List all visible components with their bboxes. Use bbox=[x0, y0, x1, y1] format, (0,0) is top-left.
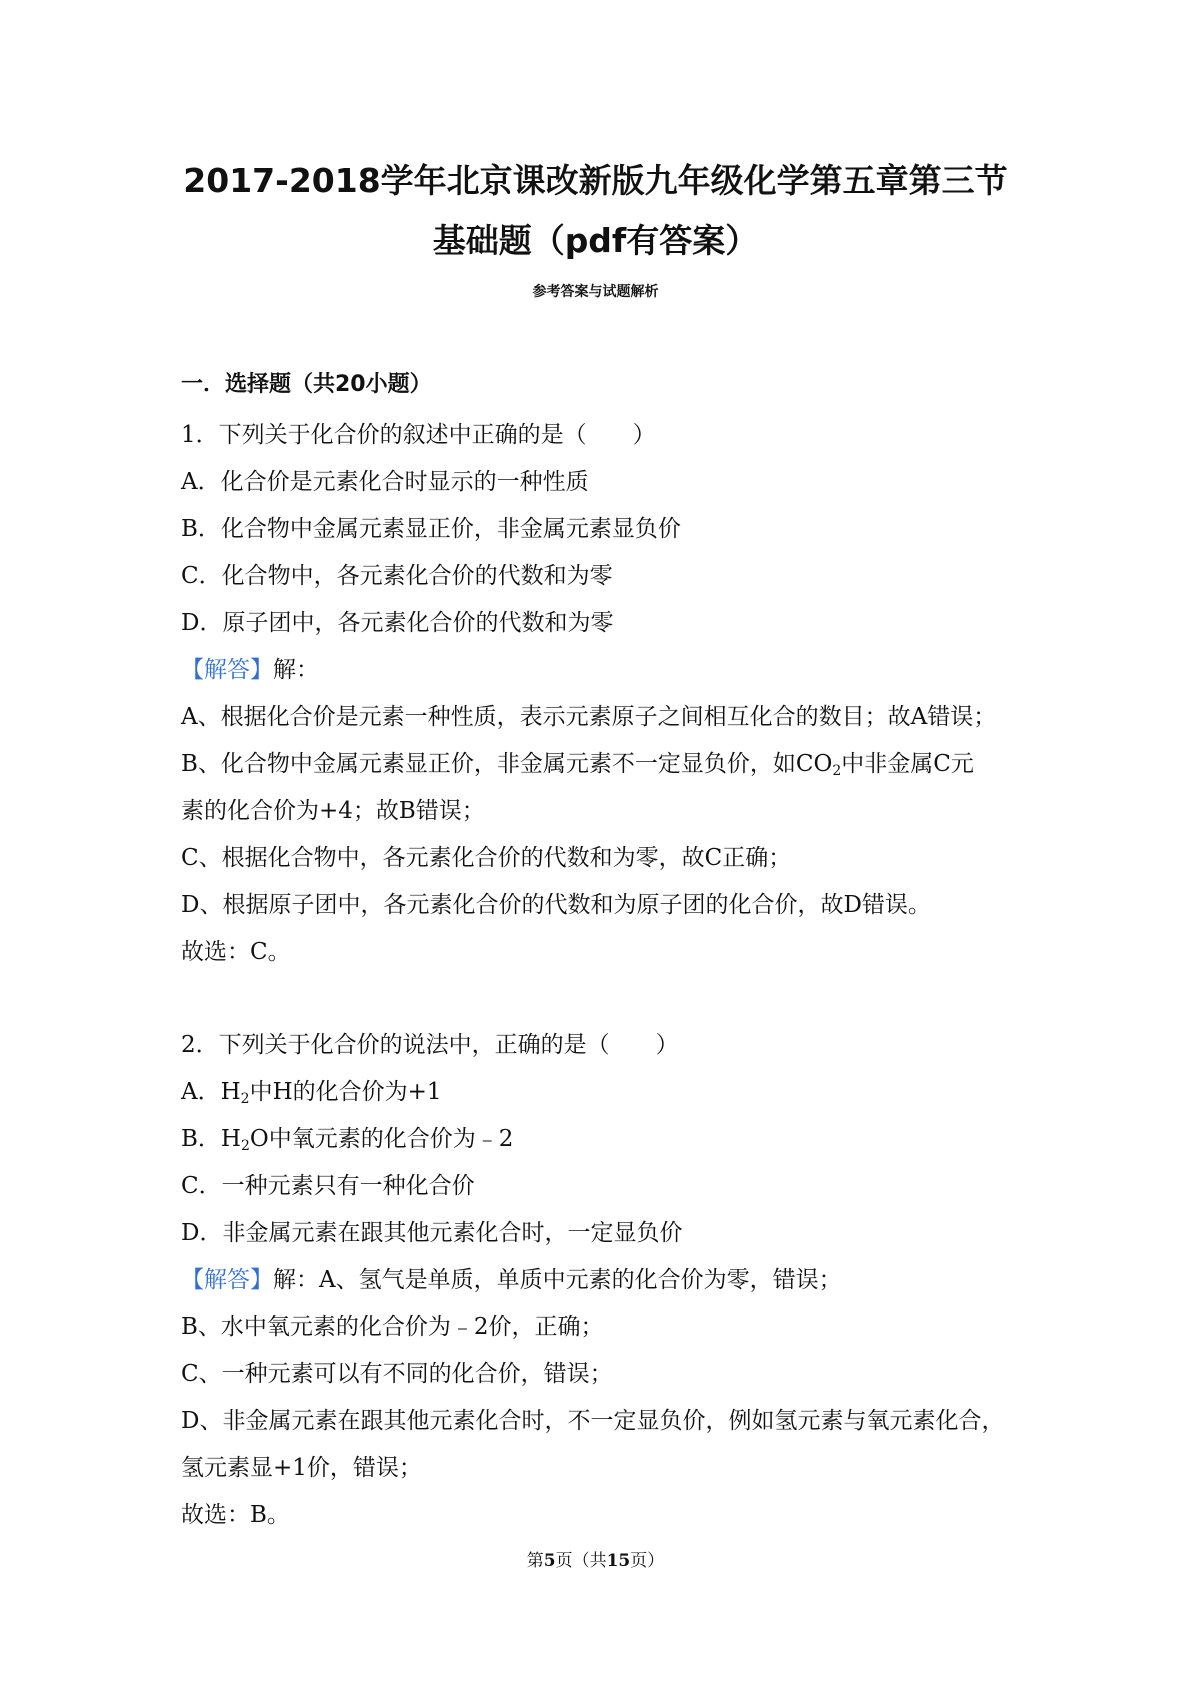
q1-answer-tag: 【解答】 bbox=[181, 657, 273, 683]
q2-option-c: C．一种元素只有一种化合价 bbox=[181, 1173, 475, 1199]
q2-option-a-text-end: 中H的化合价为+1 bbox=[249, 1079, 442, 1105]
q2-explanation-d-cont: 氢元素显+1价，错误； bbox=[181, 1455, 422, 1481]
q2-explanation-c: C、一种元素可以有不同的化合价，错误； bbox=[181, 1361, 613, 1387]
q2-option-a bbox=[181, 1077, 1041, 1107]
q1-answer-header bbox=[181, 655, 1041, 685]
q2-answer-header bbox=[181, 1265, 1041, 1295]
q1-option-a: A．化合价是元素化合时显示的一种性质 bbox=[181, 469, 589, 495]
document-subtitle: 参考答案与试题解析 bbox=[532, 284, 659, 300]
q2-explanation-d: D、非金属元素在跟其他元素化合时，不一定显负价，例如氢元素与氧元素化合， bbox=[181, 1408, 1005, 1434]
footer-page-number: 5 bbox=[543, 1551, 556, 1571]
q1-explanation-b-cont: 素的化合价为+4；故B错误； bbox=[181, 798, 485, 824]
q2-option-b-text: B．H bbox=[181, 1126, 241, 1152]
q1-explanation-b-text: B、化合物中金属元素显正价，非金属元素不一定显负价，如CO bbox=[181, 751, 833, 777]
q1-stem: 1．下列关于化合价的叙述中正确的是（ ） bbox=[181, 422, 656, 448]
q1-explanation-b-subscript: 2 bbox=[832, 763, 842, 779]
section-heading: 一．选择题（共20小题） bbox=[181, 372, 432, 397]
q2-option-a-text: A．H bbox=[181, 1079, 241, 1105]
q1-answer-intro: 解： bbox=[273, 657, 319, 683]
q2-option-b bbox=[181, 1124, 1041, 1154]
q1-explanation-c: C、根据化合物中，各元素化合价的代数和为零，故C正确； bbox=[181, 845, 792, 871]
footer-total-pages: 15 bbox=[606, 1551, 631, 1571]
document-title-line-1: 2017-2018学年北京课改新版九年级化学第五章第三节 bbox=[183, 161, 1008, 200]
q1-explanation-b bbox=[181, 749, 1041, 779]
q1-explanation-b-text-end: 中非金属C元 bbox=[841, 751, 974, 777]
footer-text-mid: 页（共 bbox=[555, 1551, 607, 1571]
q1-explanation-a: A、根据化合价是元素一种性质，表示元素原子之间相互化合的数目；故A错误； bbox=[181, 704, 997, 730]
q1-option-d: D．原子团中，各元素化合价的代数和为零 bbox=[181, 610, 614, 636]
q1-explanation-d: D、根据原子团中，各元素化合价的代数和为原子团的化合价，故D错误。 bbox=[181, 892, 931, 918]
footer-text-post: 页） bbox=[630, 1551, 665, 1571]
q2-explanation-b: B、水中氧元素的化合价为﹣2价，正确； bbox=[181, 1314, 604, 1340]
q2-answer-tag: 【解答】 bbox=[181, 1267, 273, 1293]
q2-choice: 故选：B。 bbox=[181, 1502, 290, 1528]
q1-choice: 故选：C。 bbox=[181, 939, 291, 965]
footer-text-pre: 第 bbox=[526, 1551, 544, 1571]
q2-answer-a: 解：A、氢气是单质，单质中元素的化合价为零，错误； bbox=[273, 1267, 842, 1293]
q2-option-b-text-end: O中氧元素的化合价为﹣2 bbox=[249, 1126, 514, 1152]
q1-option-b: B．化合物中金属元素显正价，非金属元素显负价 bbox=[181, 516, 681, 542]
document-title-line-2: 基础题（pdf有答案） bbox=[432, 221, 759, 260]
page-footer bbox=[120, 1546, 1071, 1571]
q2-stem: 2．下列关于化合价的说法中，正确的是（ ） bbox=[181, 1032, 679, 1058]
q2-option-a-subscript: 2 bbox=[240, 1091, 250, 1107]
q2-option-b-subscript: 2 bbox=[240, 1138, 250, 1154]
q1-option-c: C．化合物中，各元素化合价的代数和为零 bbox=[181, 563, 613, 589]
q2-option-d: D．非金属元素在跟其他元素化合时，一定显负价 bbox=[181, 1220, 683, 1246]
